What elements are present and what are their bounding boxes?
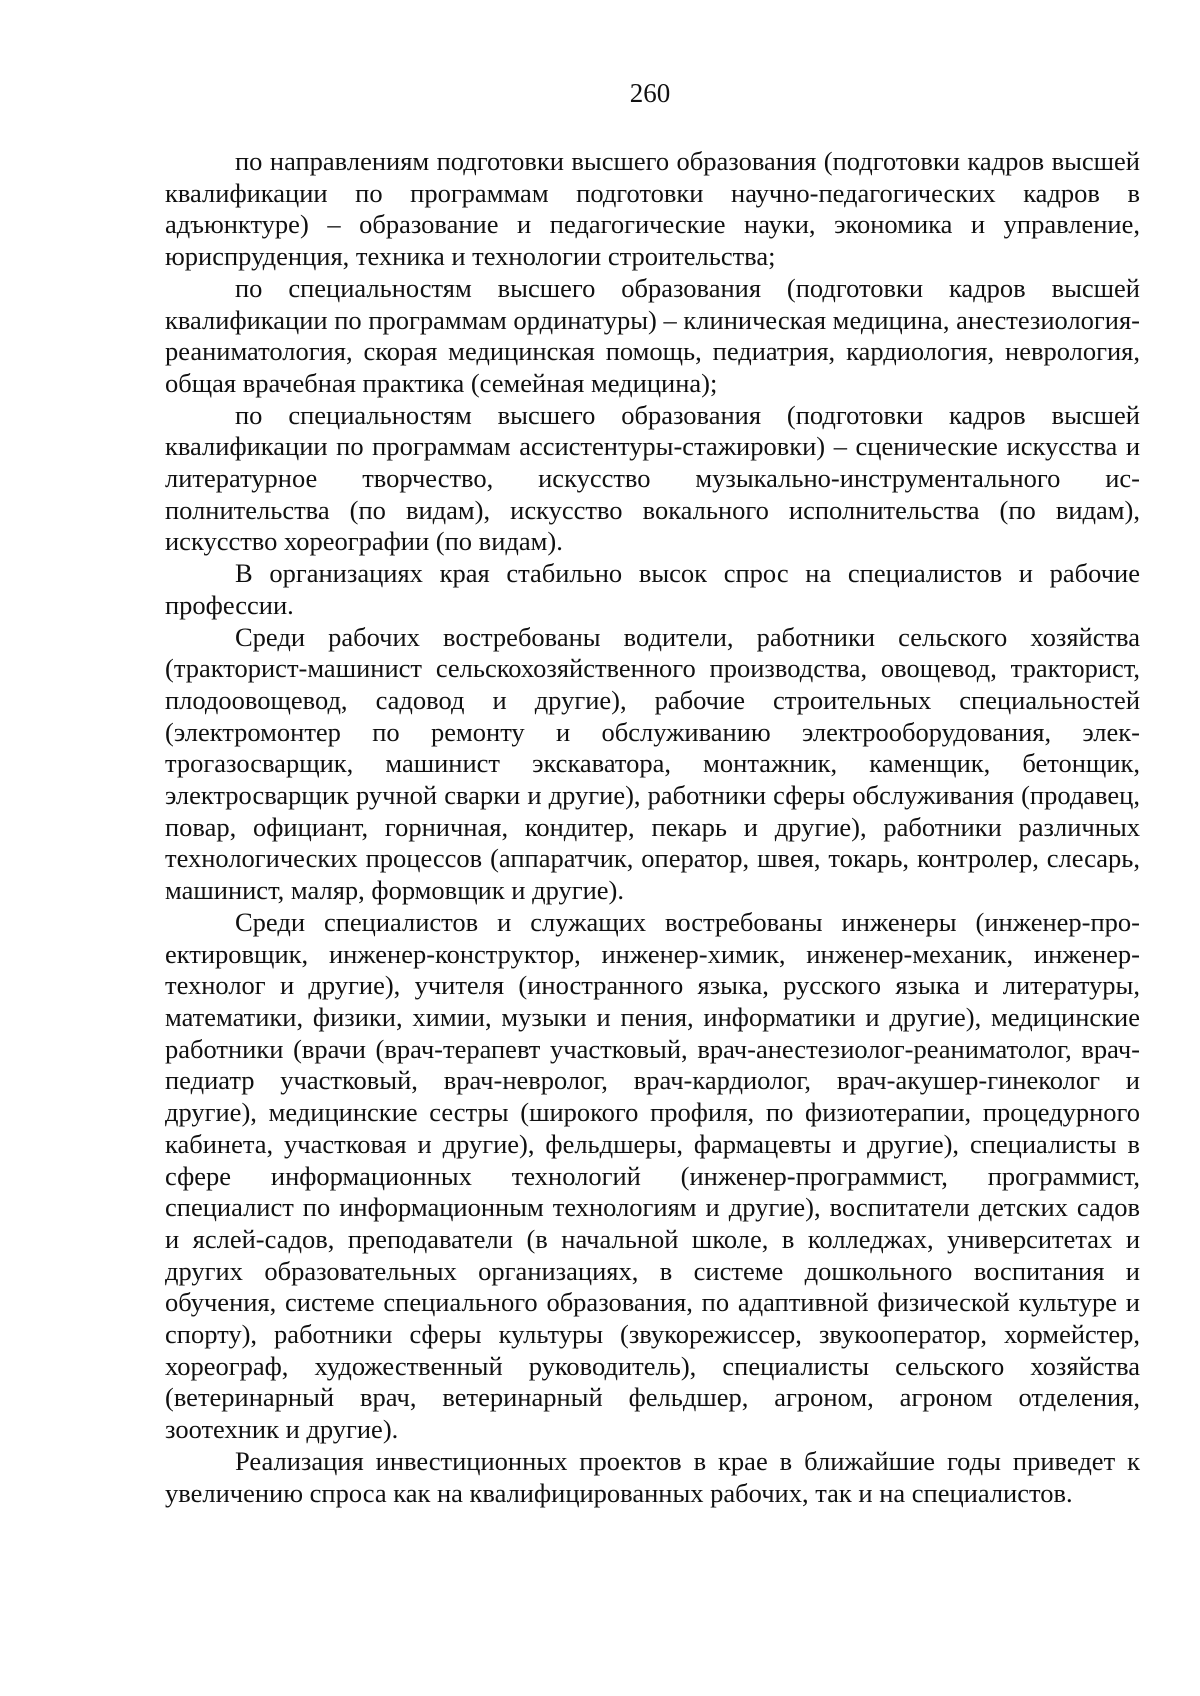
paragraph-residency-specialties: по специальностям высшего образования (подготовки кадров высшей квалификации по программам ординатуры) – клиническая медицина, анестезиология-реаниматология, скорая медицинская помощь, педиатрия, кардиология, неврология, общая врачебная практика (семейная медицина); [165,272,1140,398]
page-body [165,146,1140,1509]
paragraph-demanded-workers: Среди рабочих востребованы водители, работники сельского хозяйства (тракторист-машинист сельскохозяйственного производства, овощевод, тракторист, плодоовощевод, садовод и другие), рабочие строительных специальностей (электромонтер по ремонту и обслуживанию электрооборудования, электрогазосварщик, машинист экскаватора, монтажник, каменщик, бетонщик, электросварщик ручной сварки и другие), работники сферы обслуживания (продавец, повар, официант, горничная, кондитер, пекарь и другие), работники различных технологических процессов (аппаратчик, оператор, швея, токарь, контролер, слесарь, машинист, маляр, формовщик и другие). [165,621,1140,906]
paragraph-assistantship-specialties: по специальностям высшего образования (подготовки кадров высшей квалификации по программам ассистентуры-стажировки) – сценические искусства и литературное творчество, искусство музыкально-инструментального исполнительства (по видам), искусство вокального исполнительства (по видам), искусство хореографии (по видам). [165,399,1140,557]
paragraph-investment-projects: Реализация инвестиционных проектов в крае в ближайшие годы приведет к увеличению спроса как на квалифицированных рабочих, так и на специалистов. [165,1445,1140,1508]
paragraph-regional-demand: В организациях края стабильно высок спрос на специалистов и рабочие профессии. [165,558,1140,620]
paragraph-higher-education-training-directions: по направлениям подготовки высшего образования (подготовки кадров высшей квалификации по программам подготовки научно-педагогических кадров в адъюнктуре) – образование и педагогические науки, экономика и управление, юриспруденция, техника и технологии строительства; [165,146,1140,272]
paragraph-demanded-specialists: Среди специалистов и служащих востребованы инженеры (инженер-проектировщик, инженер-конструктор, инженер-химик, инженер-механик, инженер-технолог и другие), учителя (иностранного языка, русского языка и литературы, математики, физики, химии, музыки и пения, информатики и другие), медицинские работники (врачи (врач-терапевт участковый, врач-анестезиолог-реаниматолог, врач-педиатр участковый, врач-невролог, врач-кардиолог, врач-акушер-гинеколог и другие), медицинские сестры (широкого профиля, по физиотерапии, процедурного кабинета, участковая и другие), фельдшеры, фармацевты и другие), специалисты в сфере информационных технологий (инженер-программист, программист, специалист по информационным технологиям и другие), воспитатели детских садов и яслей-садов, преподаватели (в начальной школе, в колледжах, университетах и других образовательных организациях, в системе дошкольного воспитания и обучения, системе специального образования, по адаптивной физической культуре и спорту), работники сферы культуры (звукорежиссер, звукооператор, хормейстер, хореограф, художественный руководитель), специалисты сельского хозяйства (ветеринарный врач, ветеринарный фельдшер, агроном, агроном отделения, зоотехник и другие). [165,906,1140,1445]
page-number: 260 [629,78,671,108]
